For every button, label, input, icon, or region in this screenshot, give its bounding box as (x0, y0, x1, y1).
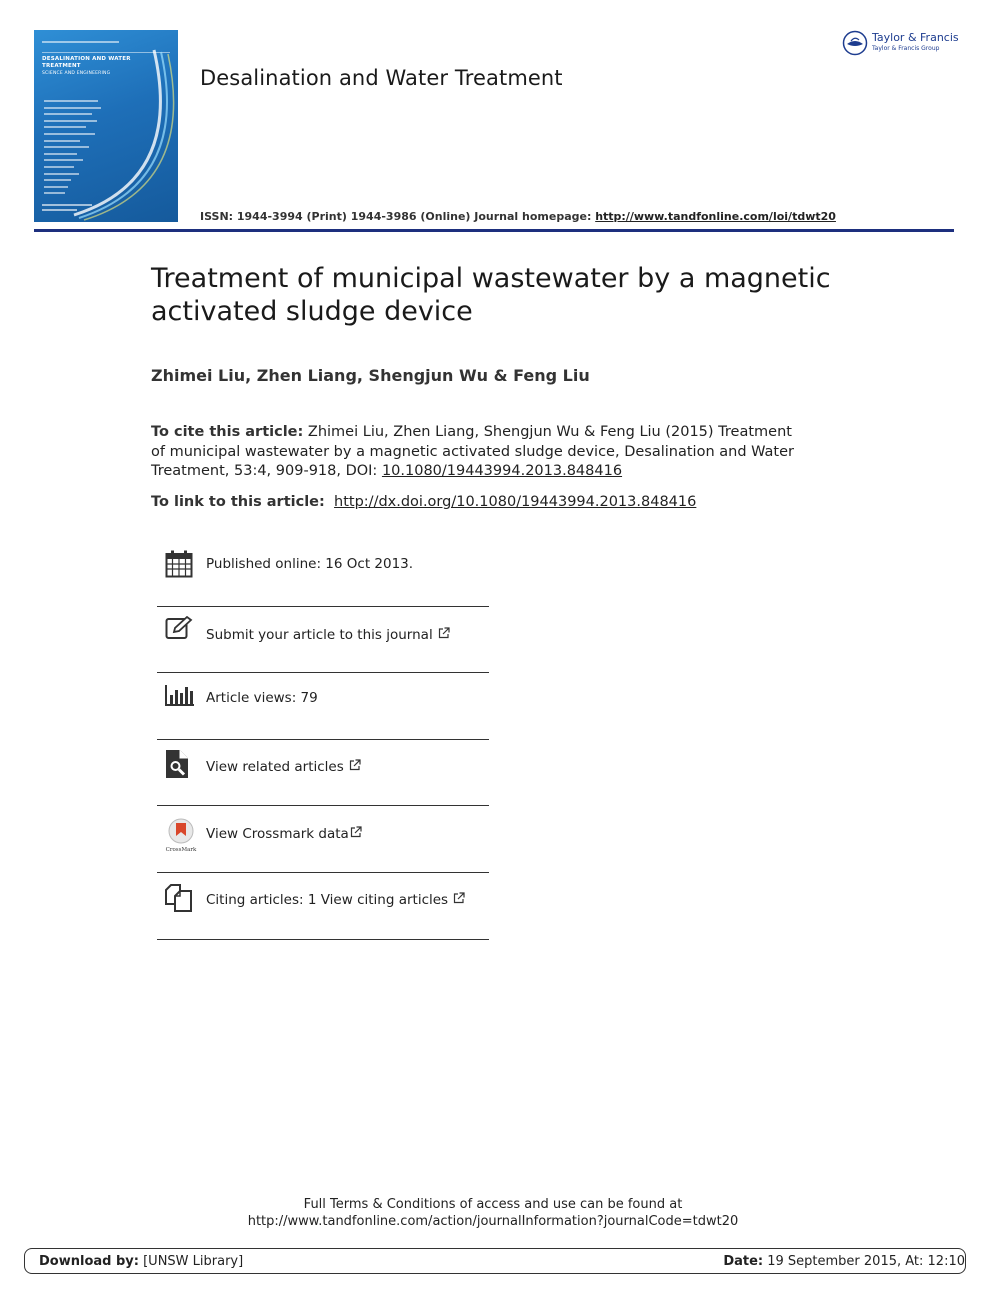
journal-cover-image (34, 30, 178, 222)
bar-chart-icon (165, 684, 195, 706)
publisher-group: Taylor & Francis Group (872, 45, 940, 52)
external-link-icon (350, 826, 362, 838)
terms-notice (0, 1196, 986, 1230)
article-link-line (151, 494, 696, 510)
download-date (723, 1254, 965, 1269)
issn-line (200, 210, 836, 223)
crossmark-row[interactable] (157, 805, 489, 873)
edit-icon (165, 616, 193, 640)
date-value: 19 September 2015, At: 12:10 (763, 1254, 965, 1269)
download-label: Download by: (39, 1254, 139, 1269)
terms-line: Full Terms & Conditions of access and use can be found at (303, 1197, 683, 1212)
related-articles-row[interactable] (157, 739, 489, 806)
header-divider (34, 229, 954, 232)
issn-text: ISSN: 1944-3994 (Print) 1944-3986 (Online) Journal homepage: (200, 210, 596, 223)
published-online-text: Published online: 16 Oct 2013. (206, 556, 414, 572)
cite-doi-link[interactable]: 10.1080/19443994.2013.848416 (381, 463, 623, 479)
download-value: [UNSW Library] (138, 1254, 244, 1269)
external-link-icon (349, 759, 361, 771)
publisher-name: Taylor & Francis (872, 31, 959, 44)
calendar-icon (165, 550, 193, 578)
journal-homepage-link[interactable]: http://www.tandfonline.com/loi/tdwt20 (595, 210, 836, 223)
article-title: Treatment of municipal wastewater by a magnetic activated sludge device (151, 263, 831, 327)
article-doi-link[interactable]: http://dx.doi.org/10.1080/19443994.2013.848416 (334, 494, 697, 510)
article-authors: Zhimei Liu, Zhen Liang, Shengjun Wu & Feng Liu (151, 366, 590, 385)
crossmark-badge-icon (165, 818, 197, 844)
publisher-logo (842, 30, 958, 56)
crossmark-link[interactable]: View Crossmark data (206, 826, 362, 842)
terms-url[interactable]: http://www.tandfonline.com/action/journalInformation?journalCode=tdwt20 (247, 1214, 739, 1229)
citation-block (151, 423, 801, 482)
citing-articles-row[interactable] (157, 872, 489, 940)
external-link-icon (453, 892, 465, 904)
article-views-text: Article views: 79 (206, 690, 318, 706)
article-views-row (157, 672, 489, 740)
cover-footer (42, 204, 92, 214)
date-label: Date: (723, 1254, 764, 1269)
related-articles-link[interactable]: View related articles (206, 759, 361, 775)
link-label: To link to this article: (151, 494, 325, 510)
external-link-icon (438, 627, 450, 639)
journal-title: Desalination and Water Treatment (200, 66, 563, 90)
publisher-lamp-icon (842, 30, 868, 56)
cite-label: To cite this article: (151, 424, 304, 440)
cover-title: DESALINATION AND WATER TREATMENT SCIENCE AND ENGINEERING (42, 56, 131, 76)
cover-swoosh-graphic (34, 30, 178, 222)
download-by (39, 1254, 243, 1269)
published-online-row (157, 540, 489, 607)
crossmark-icon (165, 818, 197, 852)
crossmark-caption: CrossMark (165, 847, 197, 853)
download-info-bar (24, 1248, 966, 1274)
submit-article-row[interactable] (157, 606, 489, 673)
submit-article-link[interactable]: Submit your article to this journal (206, 627, 450, 643)
citing-icon (165, 884, 193, 912)
search-document-icon (165, 749, 189, 779)
citing-articles-link[interactable]: Citing articles: 1 View citing articles (206, 892, 465, 908)
cite-text: Zhimei Liu, Zhen Liang, Shengjun Wu & Feng Liu (2015) Treatment of municipal wastewater by a magnetic activated sludge device, Desalination and Water Treatment, 53:4, 909-918, DOI: (151, 424, 794, 479)
